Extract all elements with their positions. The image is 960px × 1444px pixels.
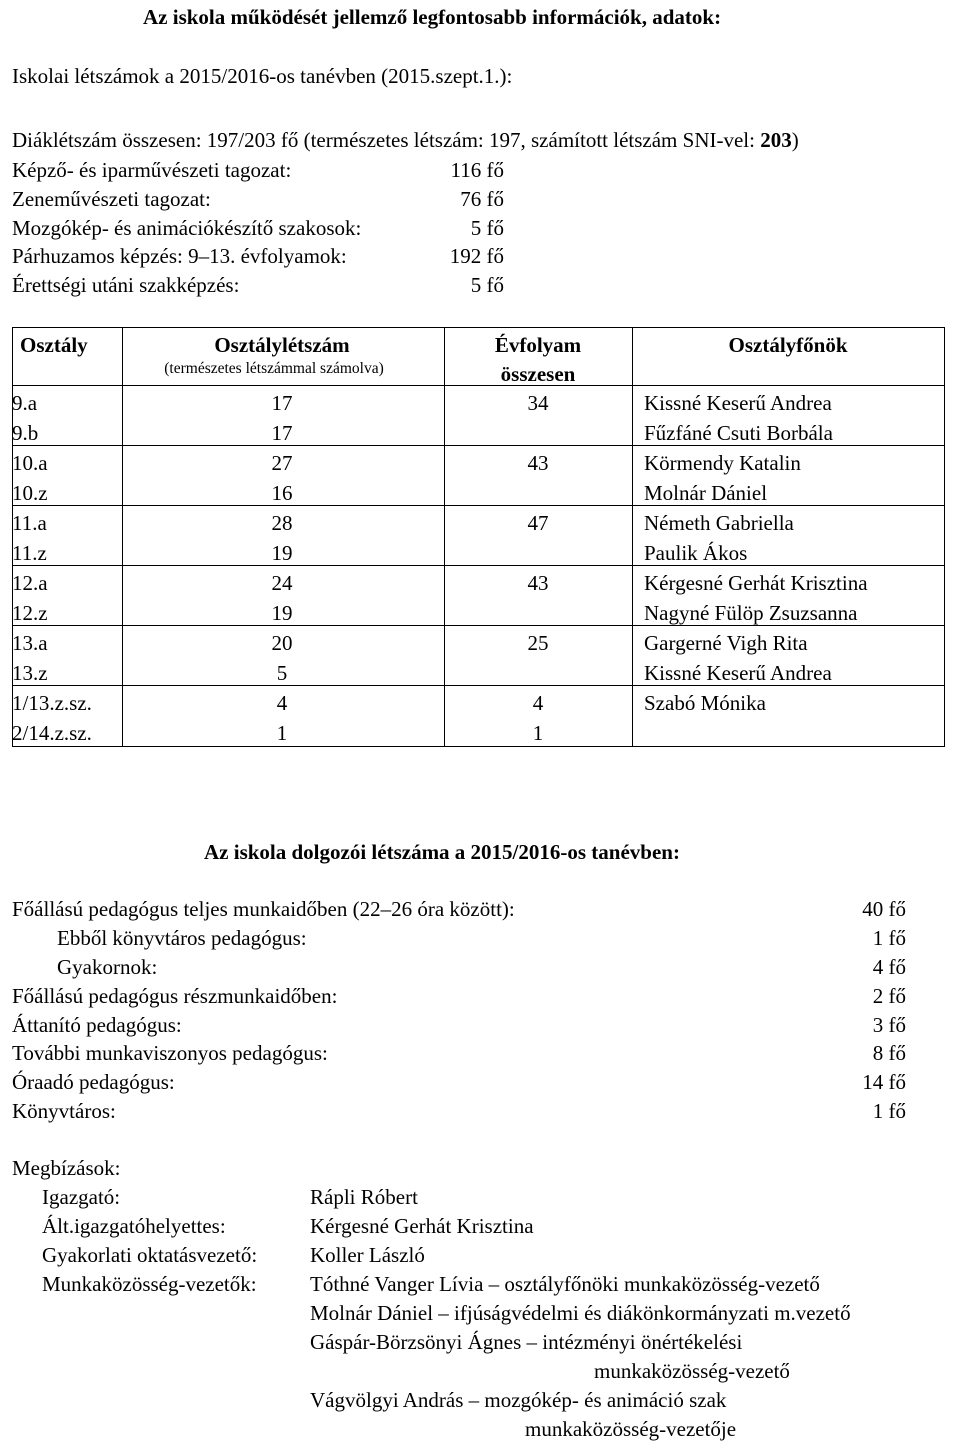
table-header-rule — [12, 385, 945, 386]
staff-label: Főállású pedagógus teljes munkaidőben (22–26 óra között): — [12, 897, 515, 921]
table-cell-class: 11.z — [12, 541, 47, 565]
table-cell-teacher: Fűzfáné Csuti Borbála — [644, 421, 833, 445]
assignment-extra: Molnár Dániel – ifjúságvédelmi és diákönkormányzati m.vezető — [310, 1301, 851, 1325]
table-row-rule — [12, 625, 945, 626]
table-cell-total: 1 — [532, 721, 544, 745]
table-cell-total: 43 — [527, 451, 549, 475]
table-row-rule — [12, 505, 945, 506]
table-cell-teacher: Szabó Mónika — [644, 691, 766, 715]
assignment-role: Gyakorlati oktatásvezető: — [42, 1243, 258, 1267]
staff-value: 2 fő — [872, 984, 906, 1008]
count-value: 5 fő — [470, 273, 504, 297]
table-vline — [632, 327, 633, 747]
assignment-extra: munkaközösség-vezető — [594, 1359, 790, 1383]
count-label: Képző- és iparművészeti tagozat: — [12, 158, 292, 182]
table-cell-count: 16 — [271, 481, 293, 505]
header-osztaly: Osztály — [20, 333, 88, 357]
table-vline — [122, 327, 123, 747]
staff-label: Gyakornok: — [57, 955, 158, 979]
count-value: 76 fő — [460, 187, 504, 211]
staff-label: További munkaviszonyos pedagógus: — [12, 1041, 328, 1065]
assignments-heading: Megbízások: — [12, 1156, 121, 1180]
page-title: Az iskola működését jellemző legfontosabb információk, adatok: — [143, 5, 722, 29]
table-cell-teacher: Kissné Keserű Andrea — [644, 661, 832, 685]
assignment-role: Igazgató: — [42, 1185, 121, 1209]
total-students-close: ) — [791, 128, 799, 152]
table-cell-teacher: Németh Gabriella — [644, 511, 794, 535]
table-cell-teacher: Paulik Ákos — [644, 541, 748, 565]
count-label: Mozgókép- és animációkészítő szakosok: — [12, 216, 362, 240]
class-table — [12, 327, 945, 747]
table-cell-class: 9.a — [12, 391, 38, 415]
assignment-extra: Gáspár-Börzsönyi Ágnes – intézményi önértékelési — [310, 1330, 743, 1354]
header-osszesen: összesen — [500, 362, 576, 386]
assignment-role: Munkaközösség-vezetők: — [42, 1272, 257, 1296]
staff-value: 3 fő — [872, 1013, 906, 1037]
header-letszam-sub: (természetes létszámmal számolva) — [164, 360, 384, 377]
staff-label: Könyvtáros: — [12, 1099, 116, 1123]
assignment-name: Tóthné Vanger Lívia – osztályfőnöki munkaközösség-vezető — [310, 1272, 820, 1296]
count-value: 5 fő — [470, 216, 504, 240]
staff-value: 1 fő — [872, 926, 906, 950]
assignment-name: Rápli Róbert — [310, 1185, 418, 1209]
table-vline — [444, 327, 445, 747]
table-cell-total: 34 — [527, 391, 549, 415]
table-cell-count: 28 — [271, 511, 293, 535]
table-cell-class: 2/14.z.sz. — [12, 721, 92, 745]
table-cell-total: 25 — [527, 631, 549, 655]
assignment-role: Ált.igazgatóhelyettes: — [42, 1214, 226, 1238]
header-letszam: Osztálylétszám — [214, 333, 350, 357]
count-label: Érettségi utáni szakképzés: — [12, 273, 240, 297]
table-cell-count: 24 — [271, 571, 293, 595]
table-cell-class: 13.a — [12, 631, 48, 655]
assignment-extra: Vágvölgyi András – mozgókép- és animáció szak — [310, 1388, 727, 1412]
table-cell-teacher: Gargerné Vigh Rita — [644, 631, 808, 655]
table-cell-class: 12.a — [12, 571, 48, 595]
enrollment-heading: Iskolai létszámok a 2015/2016-os tanévben (2015.szept.1.): — [12, 64, 513, 88]
table-cell-class: 12.z — [12, 601, 48, 625]
total-students-text: Diáklétszám összesen: 197/203 fő (természetes létszám: 197, számított létszám SNI-vel: — [12, 128, 761, 152]
table-cell-class: 9.b — [12, 421, 39, 445]
table-cell-class: 13.z — [12, 661, 48, 685]
staff-value: 14 fő — [862, 1070, 906, 1094]
total-students-line — [12, 130, 799, 151]
table-cell-count: 17 — [271, 421, 293, 445]
staff-value: 1 fő — [872, 1099, 906, 1123]
table-cell-total: 47 — [527, 511, 549, 535]
table-cell-count: 4 — [276, 691, 288, 715]
assignment-extra: munkaközösség-vezetője — [525, 1417, 737, 1441]
table-cell-teacher: Molnár Dániel — [644, 481, 768, 505]
total-students-sni: 203 — [760, 128, 792, 152]
staff-label: Főállású pedagógus részmunkaidőben: — [12, 984, 338, 1008]
assignment-name: Koller László — [310, 1243, 425, 1267]
table-row-rule — [12, 685, 945, 686]
table-cell-count: 27 — [271, 451, 293, 475]
table-cell-count: 5 — [276, 661, 288, 685]
table-cell-teacher: Körmendy Katalin — [644, 451, 801, 475]
count-value: 192 fő — [449, 244, 504, 268]
staff-value: 40 fő — [862, 897, 906, 921]
header-evfolyam: Évfolyam — [494, 333, 582, 357]
count-label: Zeneművészeti tagozat: — [12, 187, 211, 211]
count-label: Párhuzamos képzés: 9–13. évfolyamok: — [12, 244, 347, 268]
table-row-rule — [12, 445, 945, 446]
assignment-name: Kérgesné Gerhát Krisztina — [310, 1214, 534, 1238]
table-cell-teacher: Kissné Keserű Andrea — [644, 391, 832, 415]
count-value: 116 fő — [450, 158, 504, 182]
table-cell-count: 19 — [271, 601, 293, 625]
table-cell-class: 1/13.z.sz. — [12, 691, 92, 715]
staff-label: Ebből könyvtáros pedagógus: — [57, 926, 307, 950]
staff-label: Áttanító pedagógus: — [12, 1013, 182, 1037]
table-cell-class: 11.a — [12, 511, 47, 535]
staff-value: 4 fő — [872, 955, 906, 979]
table-cell-teacher: Kérgesné Gerhát Krisztina — [644, 571, 868, 595]
staff-label: Óraadó pedagógus: — [12, 1070, 175, 1094]
table-cell-class: 10.a — [12, 451, 48, 475]
table-row-rule — [12, 565, 945, 566]
table-cell-count: 19 — [271, 541, 293, 565]
table-cell-count: 17 — [271, 391, 293, 415]
header-osztalyfonok: Osztályfőnök — [728, 333, 848, 357]
staff-value: 8 fő — [872, 1041, 906, 1065]
table-cell-class: 10.z — [12, 481, 48, 505]
staff-heading: Az iskola dolgozói létszáma a 2015/2016-os tanévben: — [204, 840, 680, 864]
table-cell-total: 4 — [532, 691, 544, 715]
table-cell-total: 43 — [527, 571, 549, 595]
table-cell-count: 1 — [276, 721, 288, 745]
table-cell-count: 20 — [271, 631, 293, 655]
table-cell-teacher: Nagyné Fülöp Zsuzsanna — [644, 601, 858, 625]
